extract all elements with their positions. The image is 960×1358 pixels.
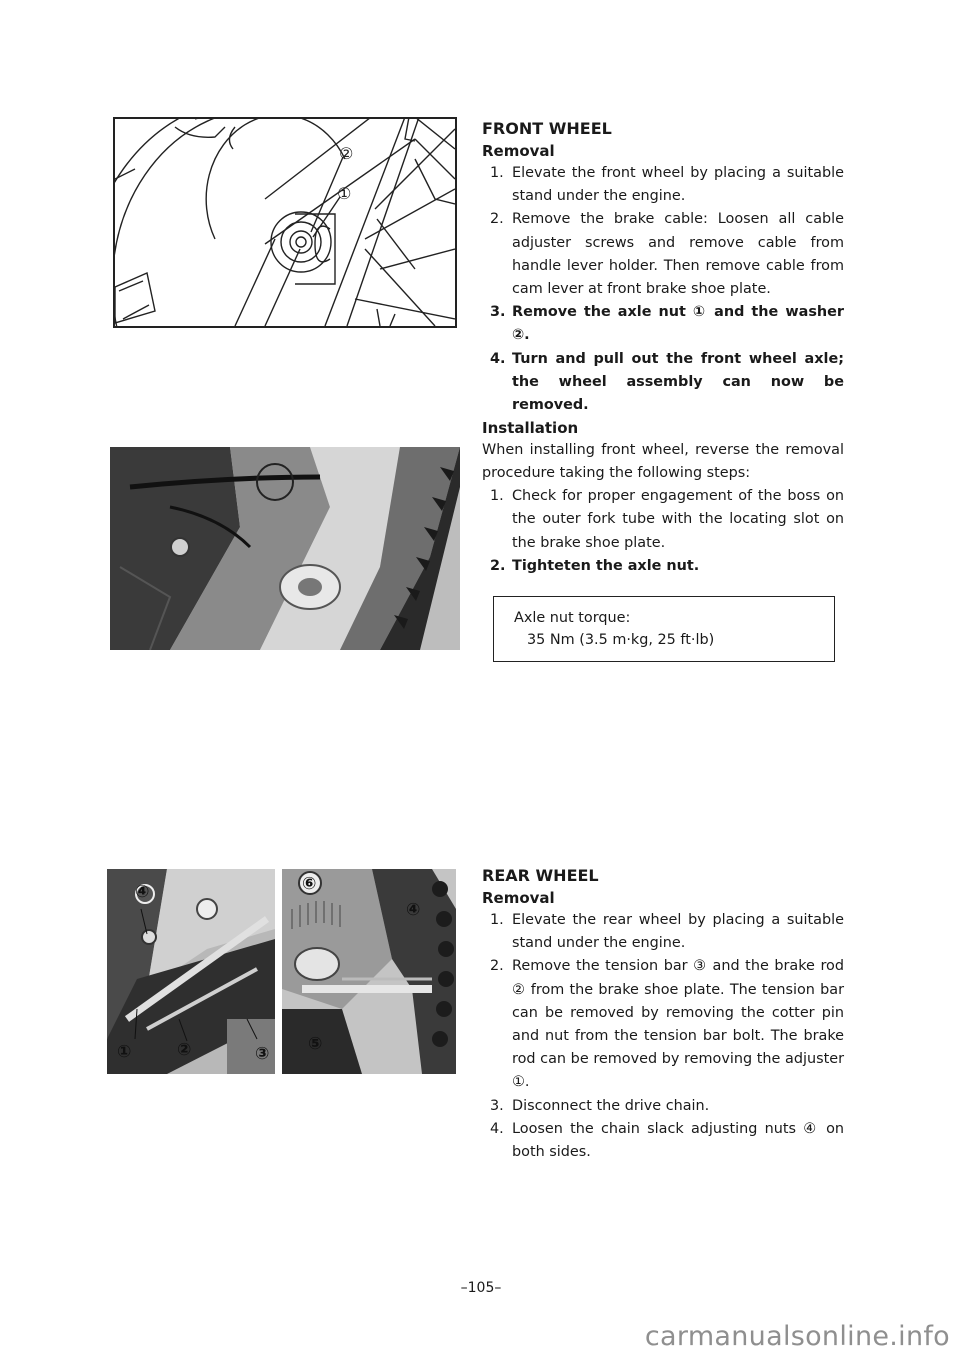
- callout-2: ②: [177, 1040, 192, 1060]
- torque-label: Axle nut torque:: [514, 610, 631, 626]
- rear-chain-photo-right-image: [282, 869, 456, 1074]
- front-axle-drawing: [115, 119, 455, 326]
- front-removal-heading: Removal: [482, 142, 555, 160]
- callout-4: ④: [135, 882, 150, 902]
- list-item: 1. Elevate the rear wheel by placing a suitable stand under the engine.: [490, 912, 844, 952]
- rear-wheel-title: REAR WHEEL: [482, 866, 599, 885]
- rear-wheel-section: [482, 865, 844, 1164]
- list-item: 3. Remove the axle nut ① and the washer ②.: [490, 304, 844, 344]
- rear-removal-heading: Removal: [482, 889, 555, 907]
- callout-1: ①: [337, 184, 352, 203]
- list-item: 3. Disconnect the drive chain.: [490, 1097, 710, 1114]
- front-installation-intro: When installing front wheel, reverse the removal procedure taking the following steps:: [482, 442, 844, 482]
- front-removal-steps: [482, 162, 844, 417]
- rear-brake-photo-left: [107, 869, 275, 1074]
- callout-1: ①: [117, 1042, 132, 1062]
- front-wheel-photo: [110, 447, 460, 650]
- front-wheel-photo-image: [110, 447, 460, 650]
- rear-removal-steps: [482, 909, 844, 1164]
- list-item: 4. Turn and pull out the front wheel axle; the wheel assembly can now be removed.: [490, 350, 844, 414]
- list-item: 1. Elevate the front wheel by placing a suitable stand under the engine.: [490, 165, 844, 205]
- front-wheel-title: FRONT WHEEL: [482, 119, 612, 138]
- list-item: 2. Remove the brake cable: Loosen all cable adjuster screws and remove cable from handle lever holder. Then remove cable from cam lever at front brake shoe plate.: [490, 211, 844, 298]
- watermark: carmanualsonline.info: [644, 1321, 950, 1352]
- list-item: 4. Loosen the chain slack adjusting nuts ④ on both sides.: [490, 1120, 844, 1161]
- rear-chain-photo-right: [282, 869, 456, 1074]
- callout-5: ⑤: [308, 1034, 323, 1054]
- callout-2: ②: [339, 144, 354, 163]
- page-number: –105–: [460, 1280, 502, 1296]
- front-installation-steps: [482, 485, 844, 578]
- callout-3: ③: [255, 1044, 270, 1064]
- torque-spec-box: [493, 596, 835, 662]
- front-axle-diagram: [113, 117, 457, 328]
- torque-value: 35 Nm (3.5 m·kg, 25 ft·lb): [527, 632, 715, 648]
- list-item: 2. Tighteten the axle nut.: [490, 557, 700, 574]
- front-installation-heading: Installation: [482, 419, 579, 438]
- list-item: 2. Remove the tension bar ③ and the brake rod ② from the brake shoe plate. The tension bar can be removed by removing the cotter pin and nut from the tension bar bolt. The brake rod can be removed by removing the adjuster ①.: [490, 958, 844, 1091]
- callout-4: ④: [406, 900, 421, 920]
- list-item: 1. Check for proper engagement of the boss on the outer fork tube with the locating slot on the brake shoe plate.: [490, 488, 844, 551]
- callout-6: ⑥: [302, 874, 317, 894]
- front-wheel-section: [482, 118, 844, 578]
- rear-brake-photo-left-image: [107, 869, 275, 1074]
